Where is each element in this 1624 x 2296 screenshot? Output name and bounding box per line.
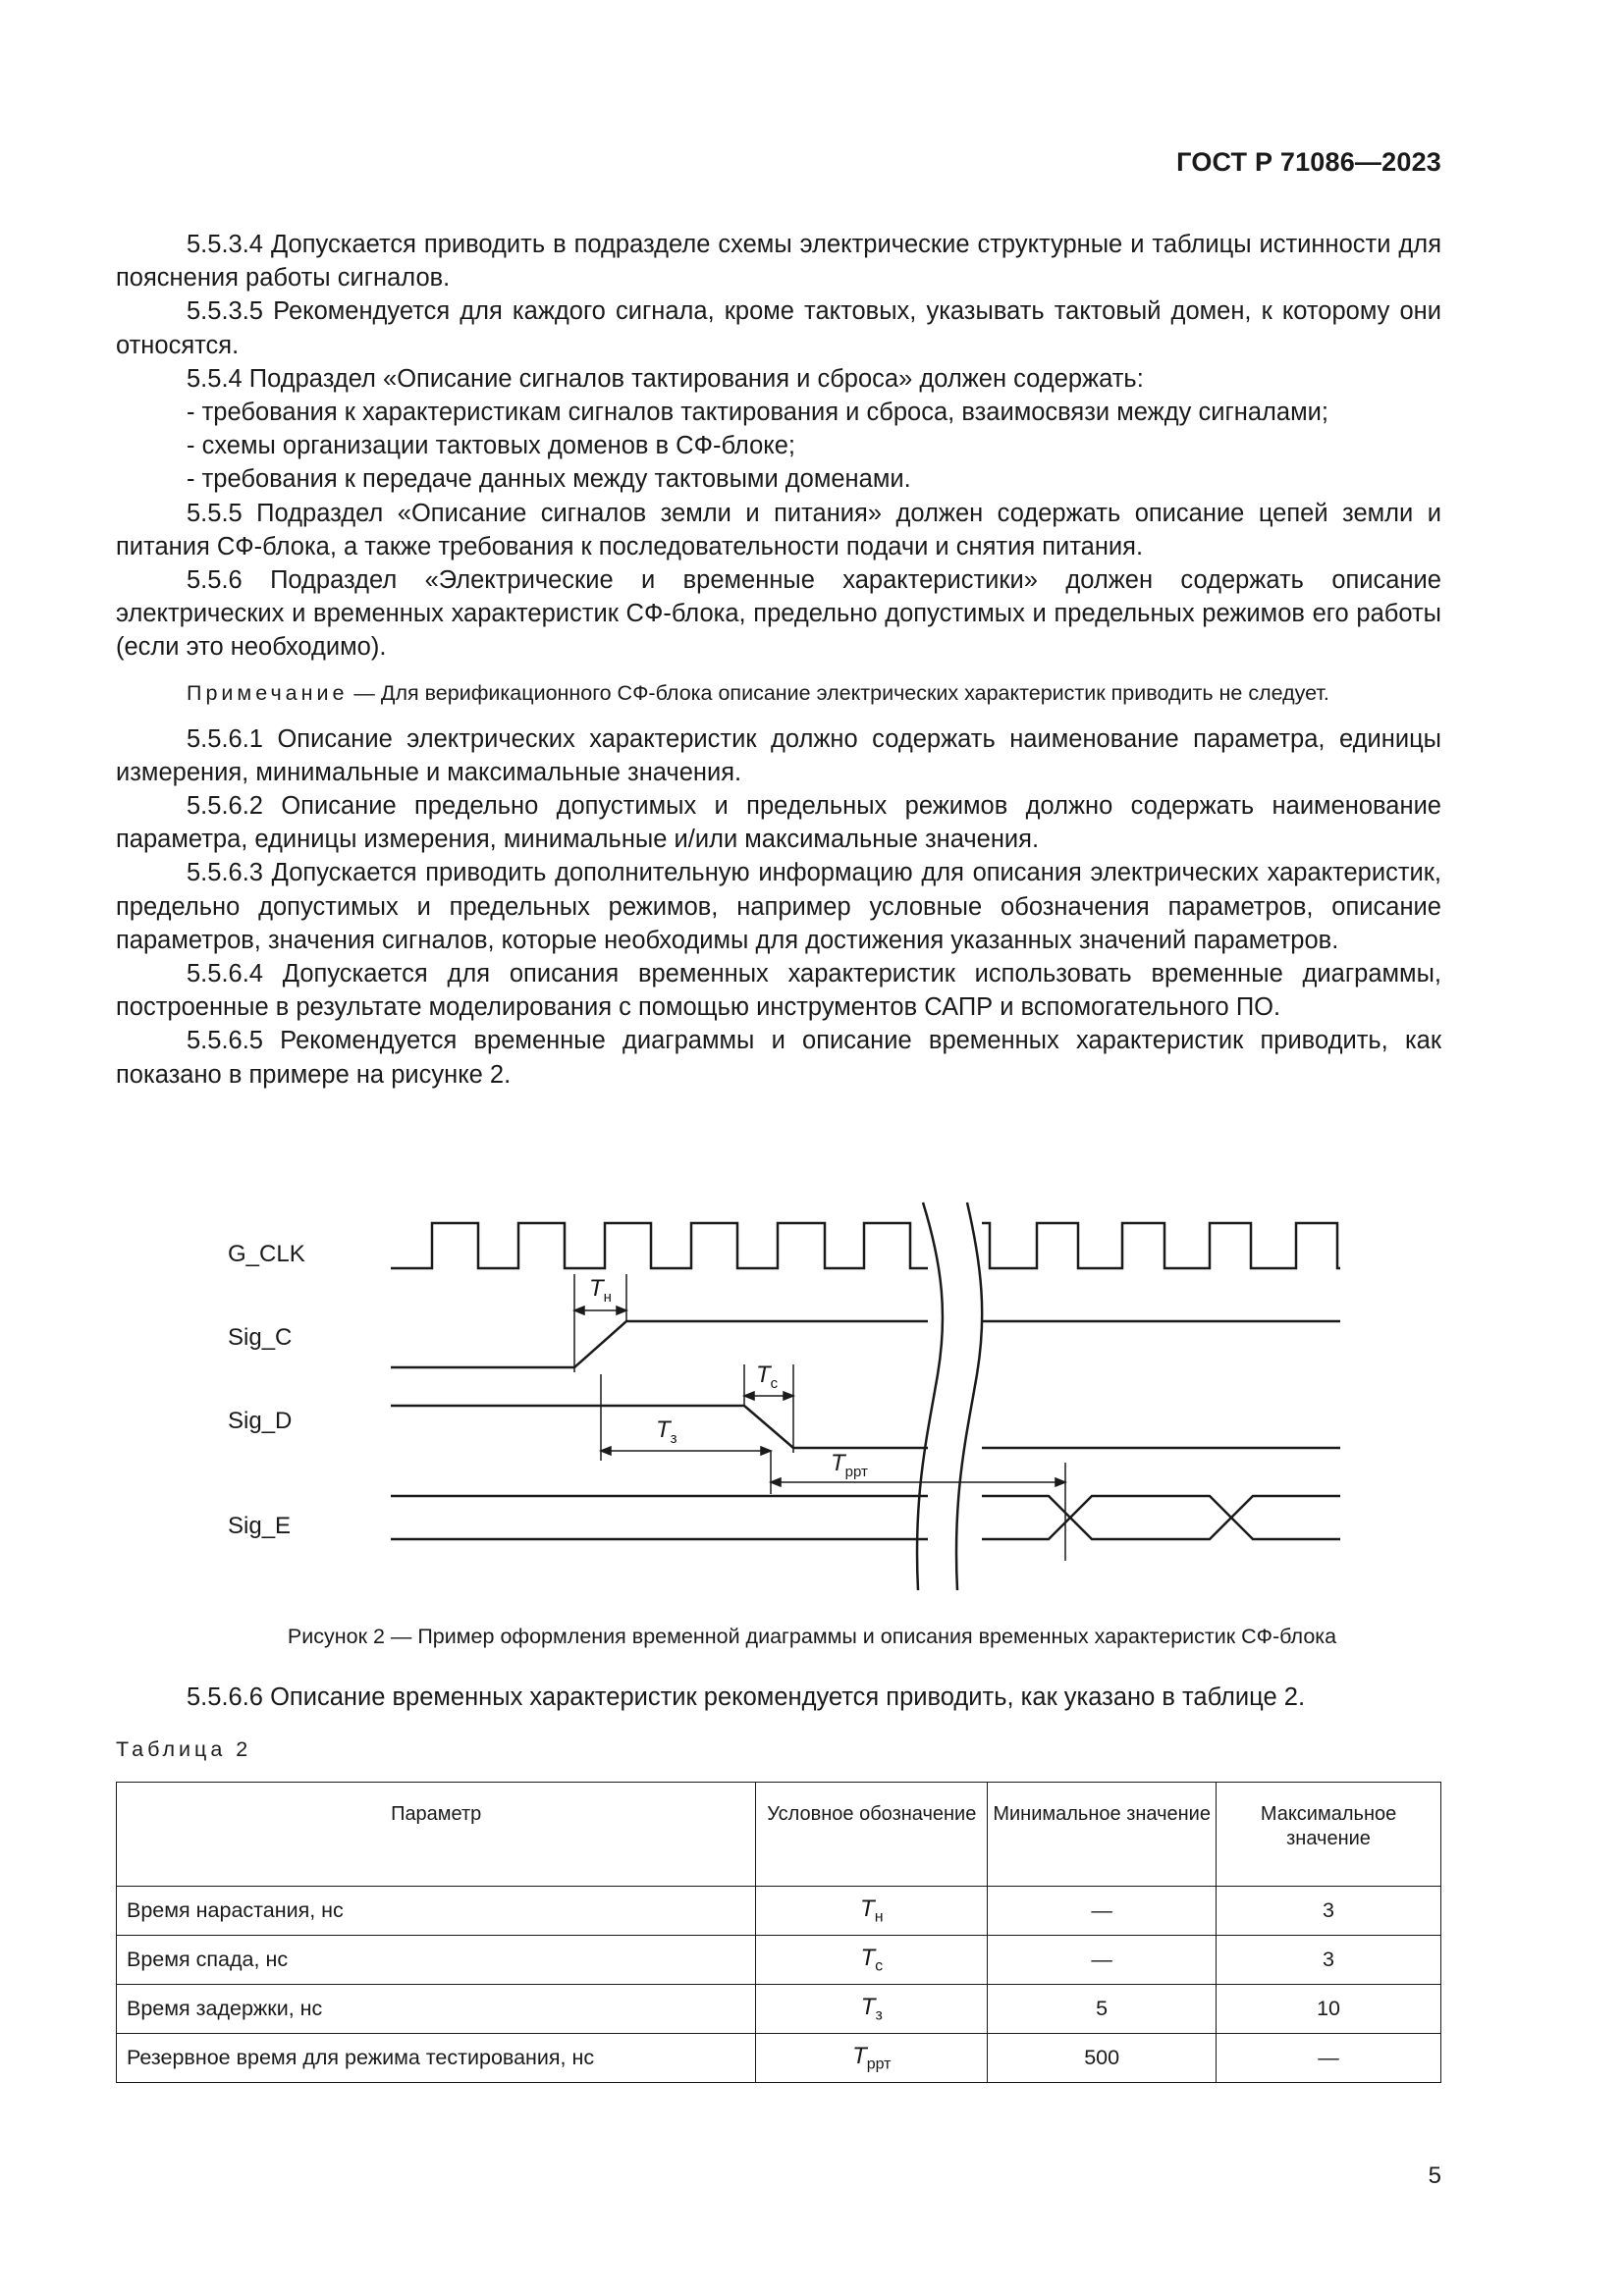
timing-label-th: $T_н$ (589, 1275, 612, 1306)
column-header: Условное обозначение (756, 1783, 988, 1887)
param-cell: Время задержки, нс (117, 1985, 756, 2034)
parameters-table (116, 1782, 1441, 2083)
table-title: Таблица 2 (116, 1737, 252, 1761)
list-item: - схемы организации тактовых доменов в СФ-блоке; (187, 432, 795, 460)
signal-label: G_CLK (228, 1241, 305, 1267)
min-cell: 5 (988, 1985, 1217, 2034)
paragraph: 5.5.6.2 Описание предельно допустимых и предельных режимов должно содержать наименование параметра, единицы измерения, минимальные и/или максимальные значения. (116, 792, 1441, 854)
signal-label: Sig_C (228, 1324, 293, 1351)
param-cell: Время нарастания, нс (117, 1887, 756, 1936)
page-number: 5 (1428, 2163, 1441, 2189)
table-row (117, 1985, 1441, 2034)
symbol-cell: $T_с$ (756, 1936, 988, 1985)
paragraph: 5.5.6.4 Допускается для описания временных характеристик использовать временные диаграммы, построенные в результате моделирования с помощью инструментов САПР и вспомогательного ПО. (116, 960, 1441, 1022)
gclk-wave-left (391, 1223, 928, 1268)
param-cell: Время спада, нс (117, 1936, 756, 1985)
note-label: Примечание (187, 680, 349, 705)
paragraph: 5.5.5 Подраздел «Описание сигналов земли и питания» должен содержать описание цепей земли и питания СФ-блока, а также требования к последовательности подачи и снятия питания. (116, 499, 1441, 561)
timing-label-trrt: $T_{ррт}$ (831, 1450, 868, 1480)
body-text (116, 228, 1441, 1092)
max-cell: 3 (1217, 1936, 1441, 1985)
symbol-cell: $T_н$ (756, 1887, 988, 1936)
paragraph: 5.5.6.5 Рекомендуется временные диаграммы и описание временных характеристик приводить, как показано в примере на рисунке 2. (116, 1027, 1441, 1089)
break-line-right (956, 1202, 982, 1590)
min-cell: — (988, 1887, 1217, 1936)
paragraph: 5.5.6.3 Допускается приводить дополнительную информацию для описания электрических характеристик, предельно допустимых и предельных режимов, например условные обозначения параметров, описание параметров, значения сигналов, которые необходимы для достижения указанных значений параметров. (116, 859, 1441, 954)
list-item: - требования к передаче данных между тактовыми доменами. (187, 465, 911, 494)
document-header: ГОСТ Р 71086—2023 (1176, 147, 1441, 177)
min-cell: 500 (988, 2034, 1217, 2083)
timing-label-tz: $T_з$ (656, 1416, 677, 1447)
param-cell: Резервное время для режима тестирования, нс (117, 2034, 756, 2083)
max-cell: 3 (1217, 1887, 1441, 1936)
column-header: Параметр (117, 1783, 756, 1887)
signal-label: Sig_D (228, 1408, 293, 1434)
break-line-left (917, 1202, 943, 1590)
table-row (117, 2034, 1441, 2083)
paragraph: 5.5.3.4 Допускается приводить в подразделе схемы электрические структурные и таблицы истинности для пояснения работы сигналов. (116, 231, 1441, 293)
figure-caption: Рисунок 2 — Пример оформления временной диаграммы и описания временных характеристик СФ-блока (287, 1625, 1337, 1648)
paragraph: 5.5.6.6 Описание временных характеристик рекомендуется приводить, как указано в таблице 2. (187, 1683, 1306, 1711)
max-cell: — (1217, 2034, 1441, 2083)
column-header: Минимальное значение (988, 1783, 1217, 1887)
paragraph: 5.5.6.1 Описание электрических характеристик должно содержать наименование параметра, единицы измерения, минимальные и максимальные значения. (116, 724, 1441, 786)
table-row (117, 1887, 1441, 1936)
paragraph: 5.5.4 Подраздел «Описание сигналов тактирования и сброса» должен содержать: (187, 364, 1144, 393)
list-item: - требования к характеристикам сигналов тактирования и сброса, взаимосвязи между сигналами; (187, 399, 1328, 427)
gclk-wave-right (982, 1223, 1340, 1268)
paragraph: 5.5.3.5 Рекомендуется для каждого сигнала, кроме тактовых, указывать тактовый домен, к которому они относятся. (116, 297, 1441, 359)
symbol-cell: $T_з$ (756, 1985, 988, 2034)
table-row (117, 1936, 1441, 1985)
note (116, 678, 1441, 709)
max-cell: 10 (1217, 1985, 1441, 2034)
column-header: Максимальное значение (1217, 1783, 1441, 1887)
note-text: — Для верификационного СФ-блока описание электрических характеристик приводить не следует. (348, 680, 1329, 705)
timing-label-tc: $T_с$ (756, 1362, 779, 1392)
symbol-cell: $T_{ррт}$ (756, 2034, 988, 2083)
min-cell: — (988, 1936, 1217, 1985)
paragraph: 5.5.6 Подраздел «Электрические и временные характеристики» должен содержать описание электрических и временных характеристик СФ-блока, предельно допустимых и предельных режимов его работы (если это необходимо). (116, 566, 1441, 662)
timing-diagram (0, 1198, 1624, 1610)
table-header-row (117, 1783, 1441, 1887)
sigc-wave (391, 1321, 928, 1367)
signal-label: Sig_E (228, 1513, 292, 1539)
